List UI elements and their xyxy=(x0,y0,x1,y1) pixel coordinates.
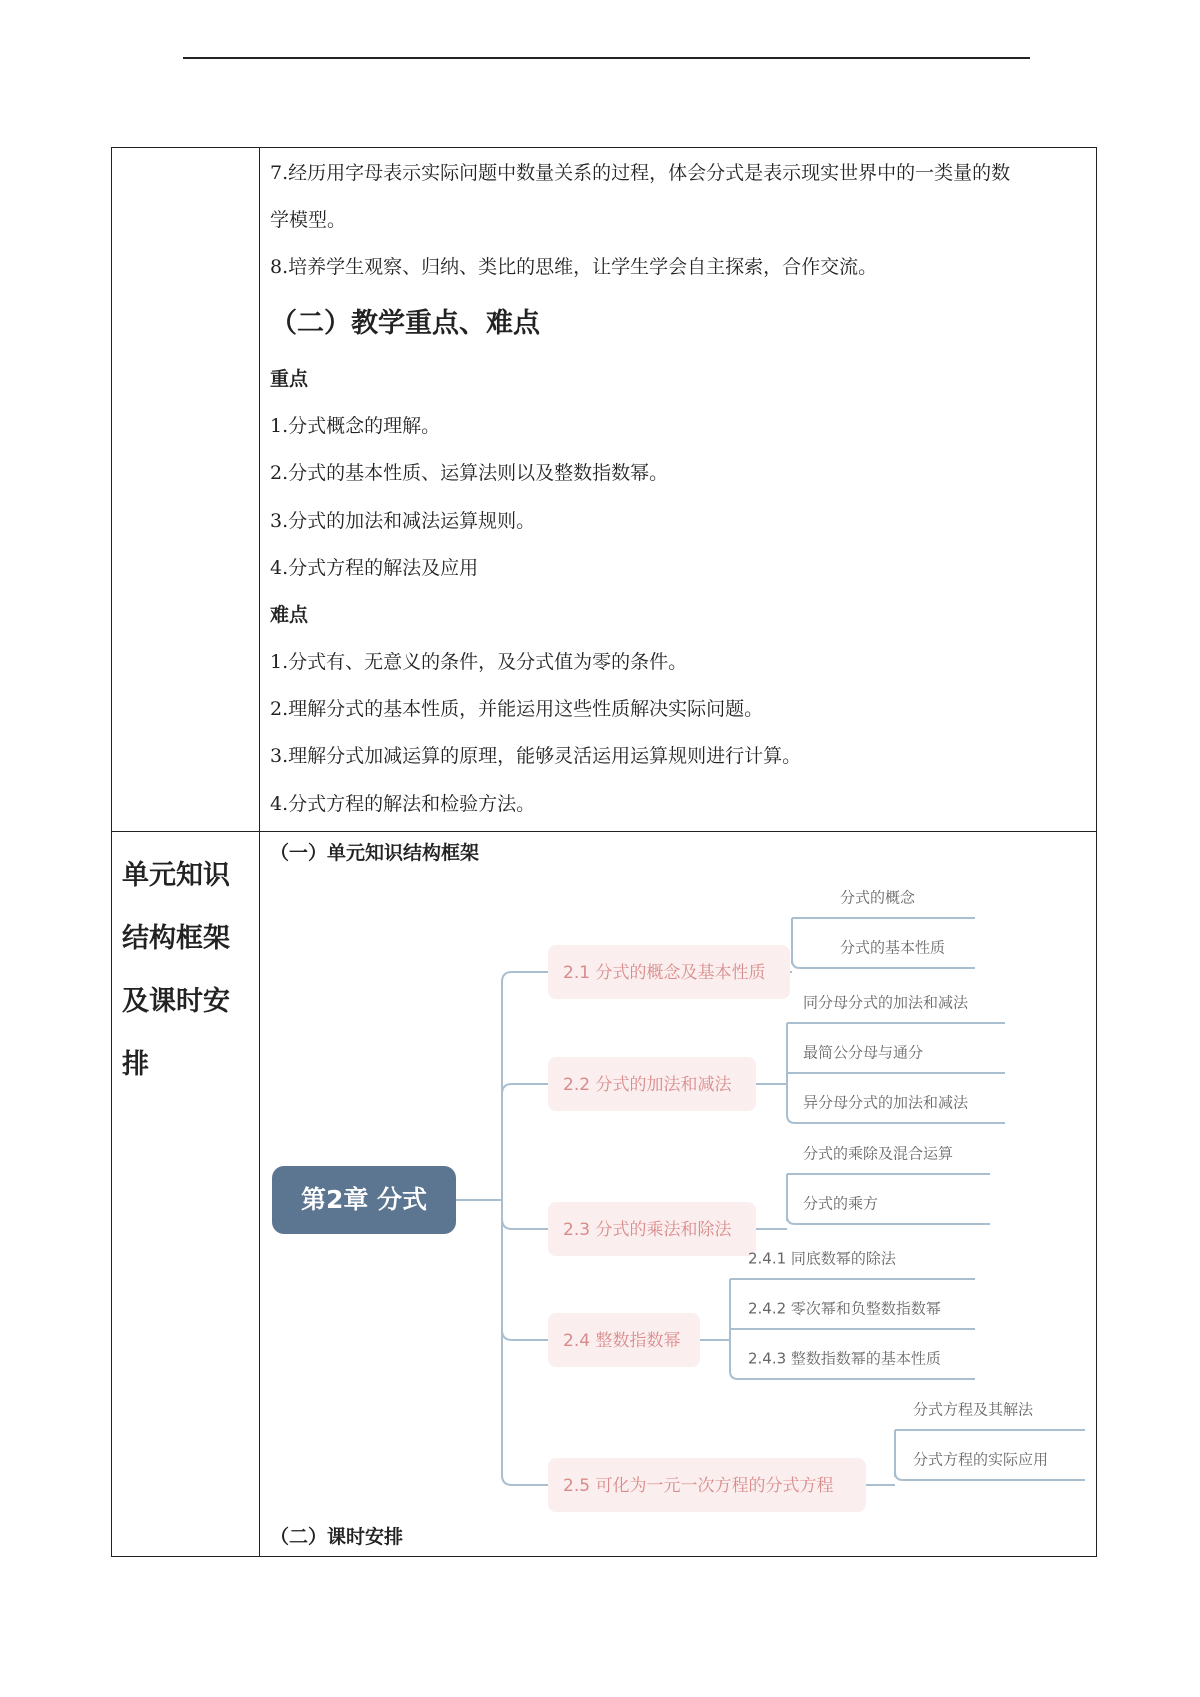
key-points-label: 重点 xyxy=(270,368,309,390)
branch-connector xyxy=(502,1084,548,1200)
branch-node-label: 2.4 整数指数幂 xyxy=(563,1331,681,1351)
key-point-3: 3.分式的加法和减法运算规则。 xyxy=(270,510,536,532)
difficulties-label: 难点 xyxy=(270,604,309,626)
difficulty-1: 1.分式有、无意义的条件，及分式值为零的条件。 xyxy=(270,651,688,673)
key-point-2: 2.分式的基本性质、运算法则以及整数指数幂。 xyxy=(270,462,669,484)
leaf-node-label: 2.4.2 零次幂和负整数指数幂 xyxy=(748,1299,941,1318)
leaf-node-label: 分式方程的实际应用 xyxy=(913,1450,1049,1469)
branch-connector xyxy=(502,1200,548,1340)
schedule-subheading: （二）课时安排 xyxy=(270,1526,404,1548)
leaf-node-label: 分式方程及其解法 xyxy=(913,1400,1034,1419)
objective-7-line2: 学模型。 xyxy=(270,209,347,231)
objective-8: 8.培养学生观察、归纳、类比的思维，让学生学会自主探索，合作交流。 xyxy=(270,256,878,278)
section-heading: （二）教学重点、难点 xyxy=(270,308,540,339)
root-node-label: 第2章 分式 xyxy=(300,1185,428,1214)
branch-connector xyxy=(502,1200,548,1229)
branch-connector xyxy=(502,1200,548,1485)
row-label-line: 单元知识 xyxy=(122,860,230,891)
branch-connector xyxy=(502,972,548,1200)
leaf-node-label: 异分母分式的加法和减法 xyxy=(803,1093,969,1112)
difficulty-3: 3.理解分式加减运算的原理，能够灵活运用运算规则进行计算。 xyxy=(270,745,802,767)
leaf-node-label: 2.4.1 同底数幂的除法 xyxy=(748,1249,896,1268)
leaf-underline xyxy=(787,1216,990,1224)
branch-node-label: 2.5 可化为一元一次方程的分式方程 xyxy=(563,1476,834,1496)
leaf-underline xyxy=(730,1371,975,1379)
leaf-node-label: 分式的基本性质 xyxy=(840,938,946,957)
row-label-line: 结构框架 xyxy=(122,923,230,954)
row-label-line: 排 xyxy=(122,1049,149,1080)
key-point-4: 4.分式方程的解法及应用 xyxy=(270,557,479,579)
difficulty-4: 4.分式方程的解法和检验方法。 xyxy=(270,793,536,815)
row-label-line: 及课时安 xyxy=(122,986,230,1017)
leaf-node-label: 分式的乘方 xyxy=(803,1194,879,1213)
leaf-underline xyxy=(895,1472,1085,1480)
branch-node-label: 2.2 分式的加法和减法 xyxy=(563,1075,732,1095)
leaf-node-label: 分式的概念 xyxy=(840,888,916,907)
leaf-underline xyxy=(787,1115,1005,1123)
branch-node-label: 2.1 分式的概念及基本性质 xyxy=(563,963,766,983)
leaf-node-label: 最简公分母与通分 xyxy=(803,1043,924,1062)
key-point-1: 1.分式概念的理解。 xyxy=(270,415,441,437)
leaf-node-label: 同分母分式的加法和减法 xyxy=(803,993,969,1012)
framework-subheading: （一）单元知识结构框架 xyxy=(270,842,480,864)
leaf-node-label: 分式的乘除及混合运算 xyxy=(803,1144,954,1163)
objective-7-line1: 7.经历用字母表示实际问题中数量关系的过程，体会分式是表示现实世界中的一类量的数 xyxy=(270,162,1011,184)
leaf-node-label: 2.4.3 整数指数幂的基本性质 xyxy=(748,1349,941,1368)
difficulty-2: 2.理解分式的基本性质，并能运用这些性质解决实际问题。 xyxy=(270,698,764,720)
leaf-underline xyxy=(792,960,975,968)
branch-node-label: 2.3 分式的乘法和除法 xyxy=(563,1220,732,1240)
